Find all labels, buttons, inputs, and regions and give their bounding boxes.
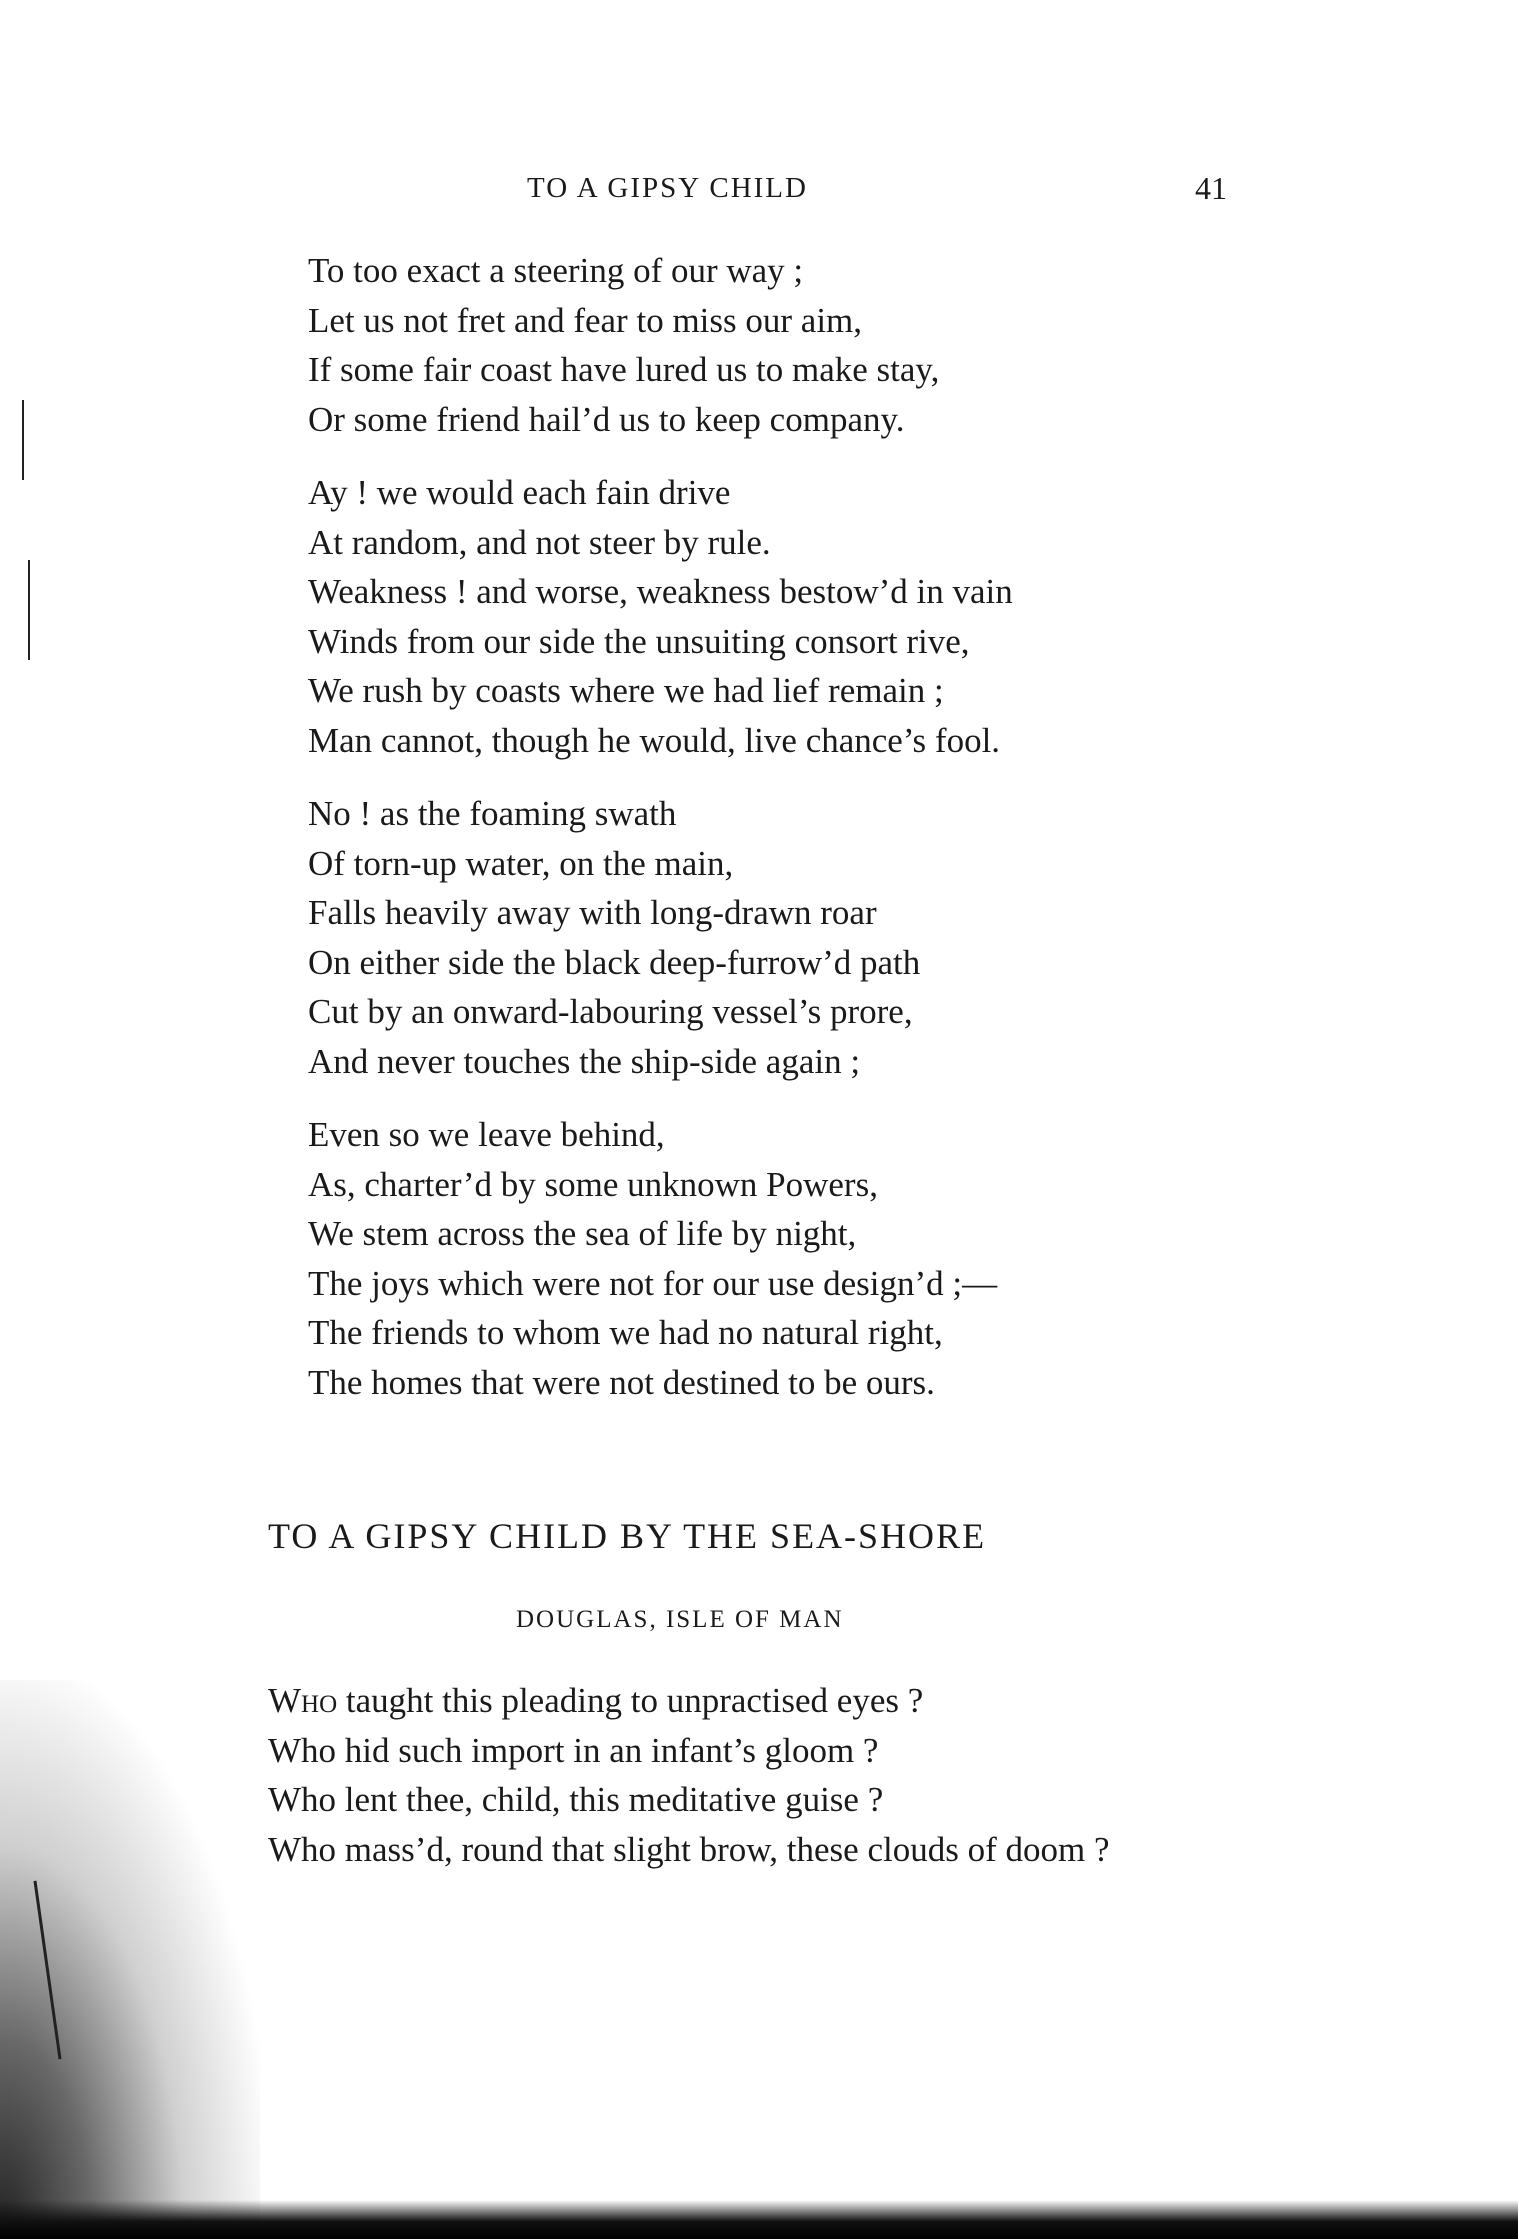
scan-mark	[22, 400, 24, 480]
poem-line: Or some friend hail’d us to keep company.	[308, 399, 905, 439]
poem-line: Who lent thee, child, this meditative guise ?	[268, 1780, 884, 1819]
poem-line: On either side the black deep-furrow’d path	[308, 942, 921, 982]
poem-line: Winds from our side the unsuiting consort rive,	[308, 621, 970, 661]
scan-mark	[28, 560, 30, 660]
poem-line: If some fair coast have lured us to make stay,	[308, 350, 940, 389]
poem-line: Let us not fret and fear to miss our aim,	[308, 300, 863, 340]
poem-line: Cut by an onward-labouring vessel’s prore,	[308, 992, 913, 1031]
poem-line: The friends to whom we had no natural right,	[308, 1313, 943, 1352]
scan-bottom-edge	[0, 2200, 1518, 2239]
poem-line: Who hid such import in an infant’s gloom ?	[268, 1730, 879, 1770]
poem-line: As, charter’d by some unknown Powers,	[308, 1164, 878, 1204]
poem-line: Man cannot, though he would, live chance’s fool.	[308, 720, 1001, 760]
poem-line: The homes that were not destined to be ours.	[308, 1362, 935, 1402]
poem-line: To too exact a steering of our way ;	[308, 251, 804, 290]
stanza	[308, 789, 1308, 1086]
poem-line: Of torn-up water, on the main,	[308, 843, 734, 883]
poem-line: Weakness ! and worse, weakness bestow’d in vain	[308, 572, 1013, 611]
stanza	[308, 468, 1308, 765]
poem-opening	[268, 1676, 1468, 1874]
poem-line: We stem across the sea of life by night,	[308, 1214, 857, 1253]
poem-line: Even so we leave behind,	[308, 1115, 665, 1154]
page-number: 41	[1195, 170, 1227, 206]
running-title: TO A GIPSY CHILD	[527, 172, 808, 204]
stanza	[308, 1110, 1308, 1407]
poem-title: TO A GIPSY CHILD BY THE SEA-SHORE	[268, 1516, 987, 1556]
poem-line: We rush by coasts where we had lief remain ;	[308, 671, 944, 710]
poem-continuation	[308, 246, 1308, 1431]
poem-line	[268, 1676, 1468, 1726]
poem-opening-lines	[268, 1726, 1468, 1875]
poem-line: Who mass’d, round that slight brow, these clouds of doom ?	[268, 1829, 1110, 1869]
drop-word: Who	[268, 1681, 338, 1720]
poem-line: And never touches the ship-side again ;	[308, 1041, 861, 1081]
poem-line: Ay ! we would each fain drive	[308, 473, 731, 512]
poem-line: Falls heavily away with long-drawn roar	[308, 893, 877, 932]
first-line-text: taught this pleading to unpractised eyes ?	[337, 1681, 924, 1720]
poem-line: The joys which were not for our use design’d ;—	[308, 1263, 998, 1303]
poem-line: No ! as the foaming swath	[308, 794, 677, 833]
poem-subtitle: DOUGLAS, ISLE OF MAN	[516, 1606, 844, 1633]
stanza	[308, 246, 1308, 444]
scan-edge-shadow	[0, 1680, 260, 2239]
poem-line: At random, and not steer by rule.	[308, 522, 771, 562]
